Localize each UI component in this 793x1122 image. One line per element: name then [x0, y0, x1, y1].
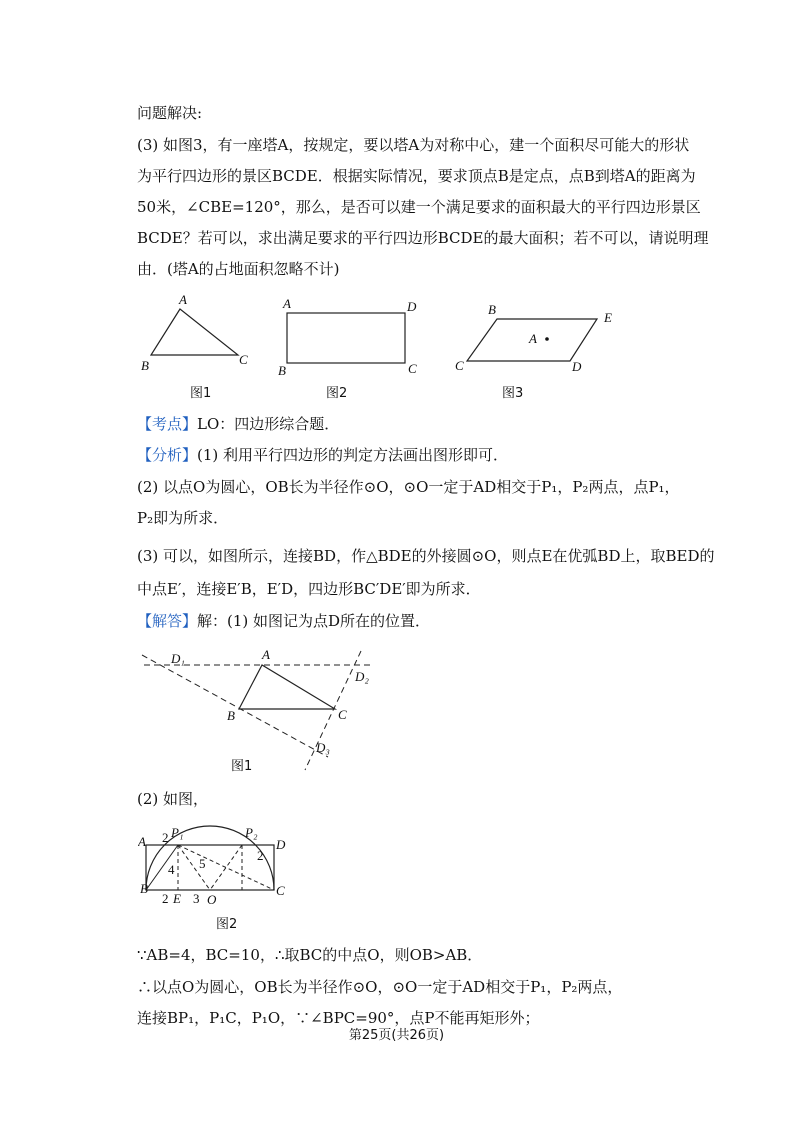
tail-line1: ∵AB=4，BC=10，∴取BC的中点O，则OB>AB．: [137, 946, 483, 964]
problem3-line5: 由．(塔A的占地面积忽略不计): [137, 260, 340, 278]
label-d1: D₁: [171, 651, 185, 666]
fenxi-line3: P₂即为所求．: [137, 509, 229, 527]
part2-label: (2) 如图，: [137, 790, 209, 808]
label-b: B: [140, 881, 148, 896]
kaodian-text: LO：四边形综合题．: [197, 415, 340, 433]
problem3-line2: 为平行四边形的景区BCDE．根据实际情况，要求顶点B是定点，点B到塔A的距离为: [137, 167, 696, 185]
label-d: D: [276, 837, 286, 852]
figure-1-caption: 图1: [190, 386, 212, 401]
tail-line2: ∴以点O为圆心，OB长为半径作⊙O，⊙O一定于AD相交于P₁，P₂两点，: [137, 978, 623, 996]
label-e: E: [604, 310, 612, 325]
label-b: B: [278, 363, 286, 378]
rectangle-abcd: [146, 845, 274, 890]
label-d3: D₃: [316, 740, 330, 755]
kaodian-line: [137, 414, 339, 434]
length-3: 3: [193, 891, 200, 906]
kaodian-tag: 【考点】: [137, 415, 198, 433]
length-2-top: 2: [162, 830, 169, 845]
label-b: B: [488, 302, 496, 317]
jieda-line: [137, 611, 430, 631]
problem3-line4: BCDE？若可以，求出满足要求的平行四边形BCDE的最大面积；若不可以，请说明理: [137, 229, 709, 247]
page-footer: 第25页(共26页): [348, 1028, 445, 1043]
label-o: O: [207, 892, 217, 907]
label-d: D: [572, 359, 582, 374]
label-c: C: [408, 361, 417, 376]
fenxi-tag: 【分析】: [137, 446, 198, 464]
answer-figure-2: [138, 820, 298, 915]
segment-p2-o: [210, 845, 242, 890]
label-a: A: [283, 296, 291, 311]
length-4: 4: [168, 862, 175, 877]
label-a: A: [179, 292, 187, 307]
length-2-bottom: 2: [162, 891, 169, 906]
answer-figure-2-caption: 图2: [216, 917, 238, 932]
label-c: C: [338, 707, 347, 722]
label-b: B: [227, 708, 235, 723]
section-title: 问题解决:: [137, 104, 203, 122]
label-a: A: [529, 331, 537, 346]
figure-2-caption: 图2: [326, 386, 348, 401]
dashed-line-d2-d3: [305, 651, 361, 770]
label-b: B: [141, 358, 149, 373]
label-c: C: [455, 358, 464, 373]
figure-3-caption: 图3: [502, 386, 524, 401]
figure-3-parallelogram: [452, 300, 627, 380]
length-5: 5: [199, 856, 206, 871]
label-d2: D₂: [355, 669, 369, 684]
figure-2-rectangle: [275, 295, 425, 380]
fenxi-line2: (2) 以点O为圆心，OB长为半径作⊙O，⊙O一定于AD相交于P₁，P₂两点，点P₁，: [137, 478, 680, 496]
dashed-line-d1-d3: [142, 655, 328, 757]
figure-1-triangle: [135, 292, 255, 377]
label-c: C: [276, 883, 285, 898]
label-e: E: [173, 891, 181, 906]
label-a: A: [138, 834, 146, 849]
label-a: A: [262, 647, 270, 662]
tail-line3: 连接BP₁，P₁C，P₁O，∵∠BPC=90°，点P不能再矩形外；: [137, 1009, 540, 1027]
tower-point-a: [545, 337, 549, 341]
jieda-tag: 【解答】: [137, 612, 198, 630]
answer-figure-1-caption: 图1: [231, 759, 253, 774]
label-p2: P₂: [245, 825, 258, 840]
label-d: D: [407, 299, 417, 314]
fenxi-line5: 中点E′，连接E′B，E′D，四边形BC′DE′即为所求．: [137, 580, 481, 598]
problem3-line1: (3) 如图3，有一座塔A，按规定，要以塔A为对称中心，建一个面积尽可能大的形状: [137, 136, 690, 154]
label-p1: P₁: [171, 825, 184, 840]
problem3-line3: 50米，∠CBE=120°，那么，是否可以建一个满足要求的面积最大的平行四边形景区: [137, 198, 701, 216]
label-c: C: [239, 352, 248, 367]
jieda-text: 解：(1) 如图记为点D所在的位置．: [197, 612, 431, 630]
length-2-right: 2: [257, 848, 264, 863]
fenxi-line1: [137, 445, 508, 465]
triangle-abc: [151, 309, 238, 355]
fenxi-text-1: (1) 利用平行四边形的判定方法画出图形即可．: [197, 446, 509, 464]
fenxi-line4: (3) 可以，如图所示，连接BD，作△BDE的外接圆⊙O，则点E在优弧BD上，取BED的: [137, 547, 715, 565]
answer-figure-1: [138, 645, 383, 775]
triangle-abc: [239, 665, 335, 709]
rectangle-abcd: [287, 313, 405, 363]
